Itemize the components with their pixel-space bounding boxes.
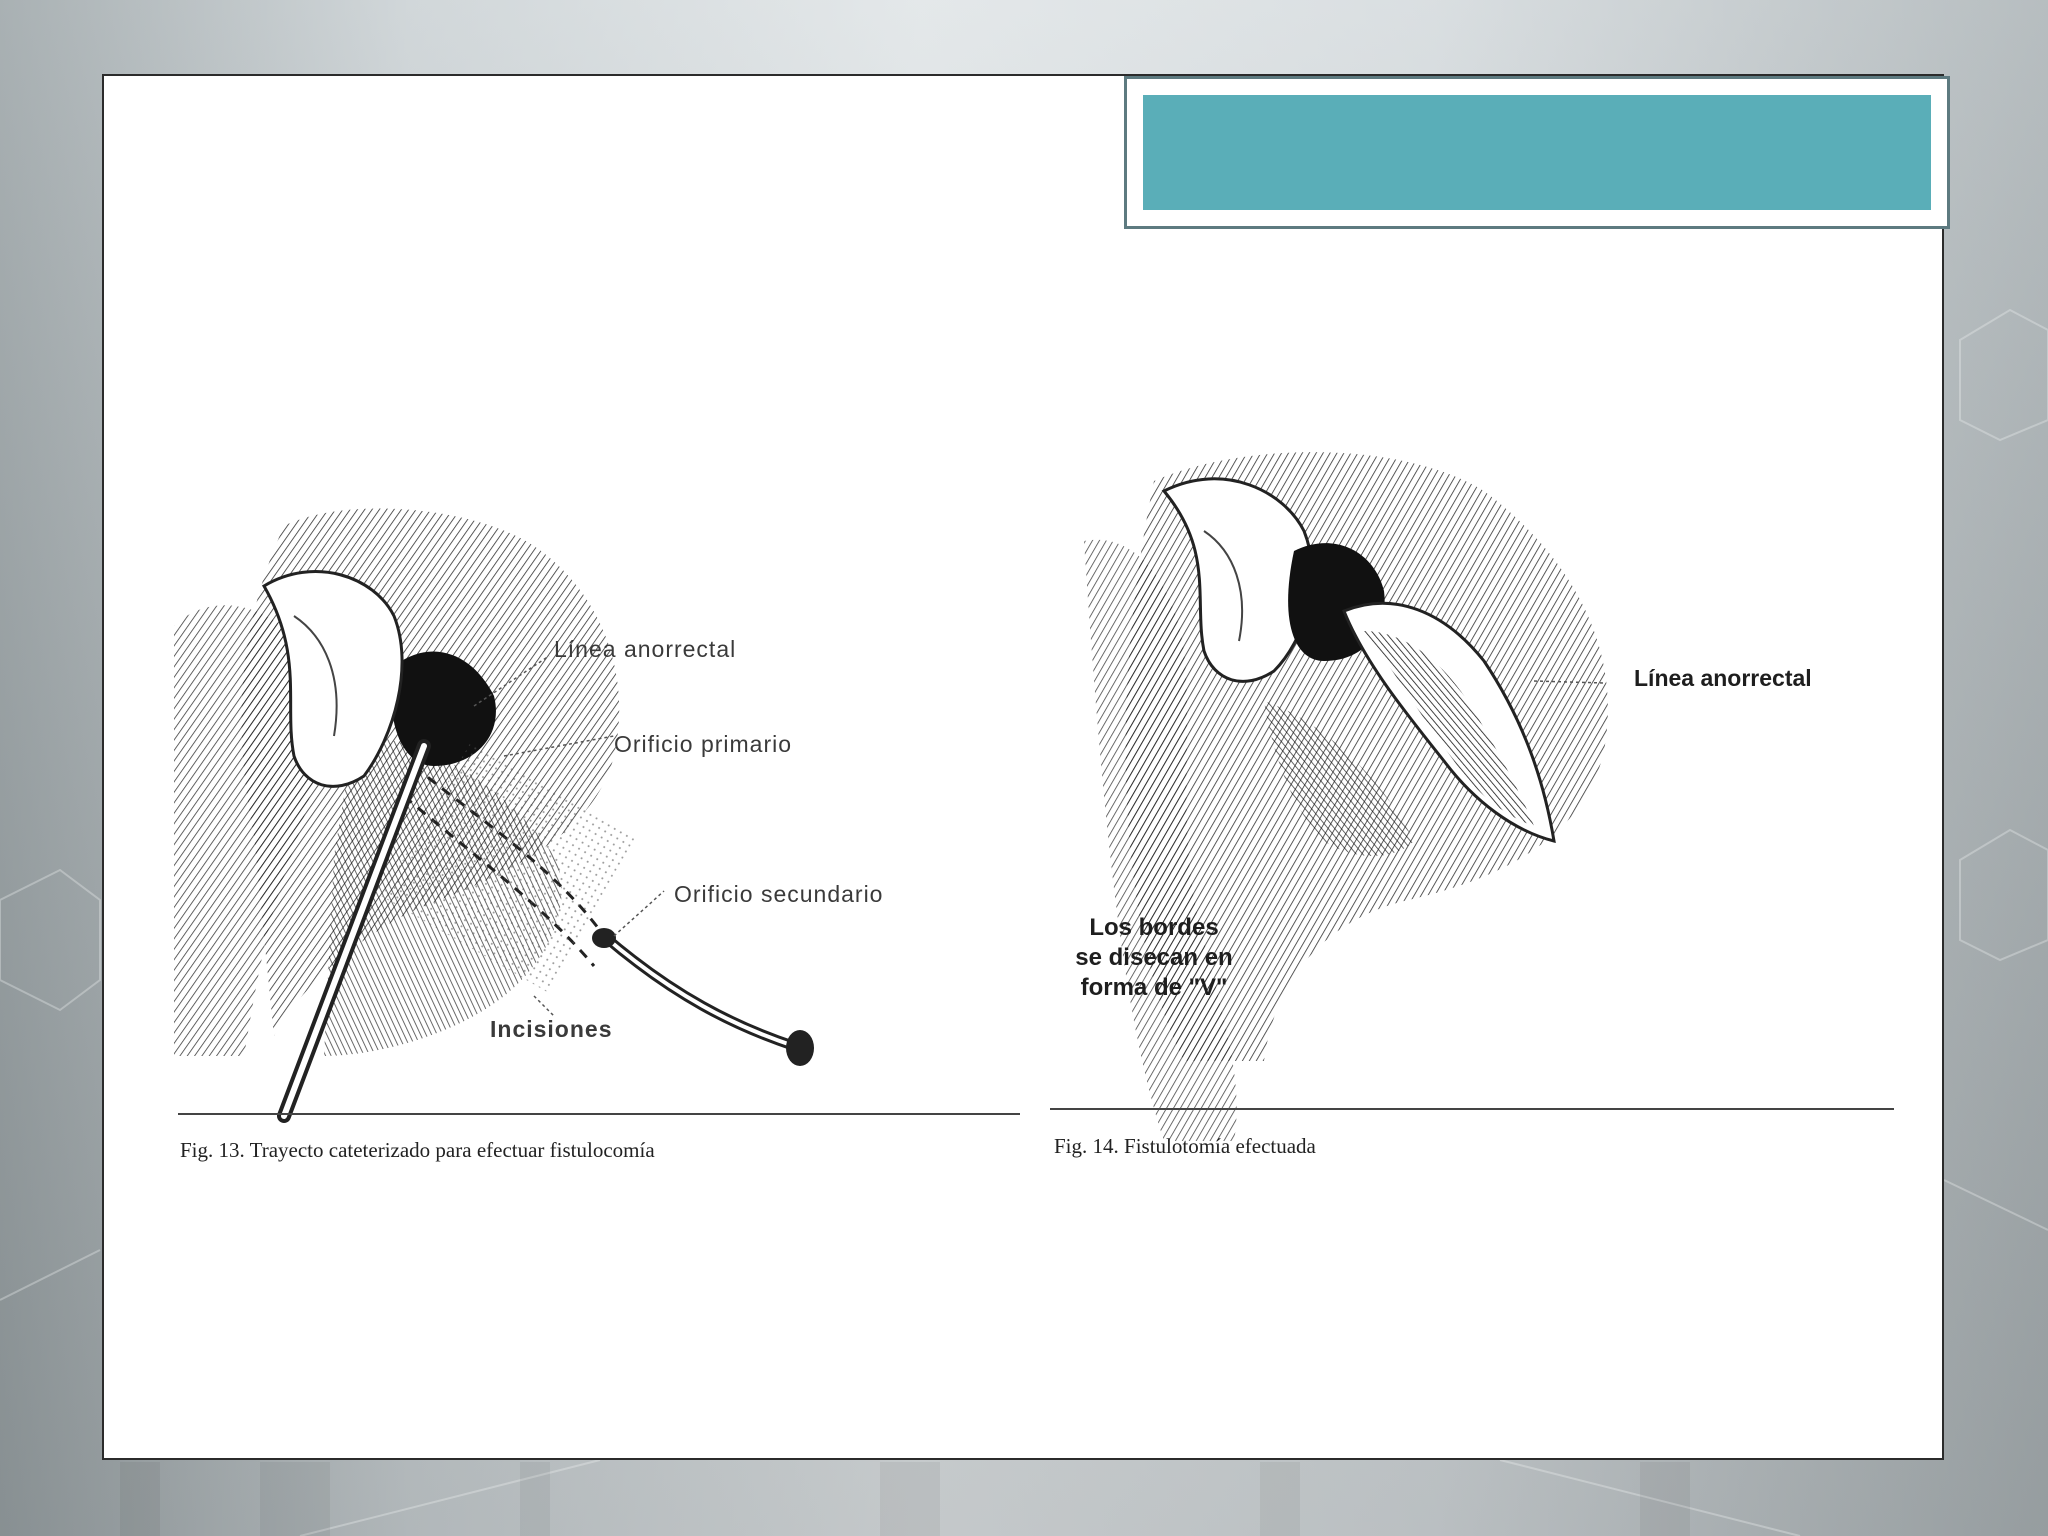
label-incisiones: Incisiones	[490, 1016, 613, 1042]
label-bordes-line-3: forma de "V"	[1080, 974, 1228, 1001]
label-bordes	[1064, 913, 1244, 1003]
label-bordes-line-2: se disecan en	[1075, 944, 1233, 971]
label-linea-anorrectal-2: Línea anorrectal	[1634, 665, 1812, 691]
slide-panel	[102, 74, 1944, 1460]
label-bordes-line-1: Los bordes	[1089, 914, 1219, 941]
figure-14-caption: Fig. 14. Fistulotomía efectuada	[1054, 1134, 1316, 1158]
figure-13-caption: Fig. 13. Trayecto cateterizado para efectuar fistulocomía	[180, 1138, 655, 1162]
figure-14-rule	[1050, 1108, 1894, 1110]
label-linea-anorrectal: Línea anorrectal	[554, 636, 737, 662]
figure-13-illustration	[174, 436, 1124, 1186]
label-orificio-primario: Orificio primario	[614, 731, 793, 757]
figure-14	[1064, 421, 2014, 1181]
label-orificio-secundario: Orificio secundario	[674, 881, 884, 907]
title-accent-bar	[1143, 95, 1931, 210]
figure-14-illustration	[1064, 421, 2014, 1181]
figure-13	[174, 436, 1124, 1186]
title-placeholder	[1124, 76, 1950, 229]
figure-13-rule	[178, 1113, 1020, 1115]
